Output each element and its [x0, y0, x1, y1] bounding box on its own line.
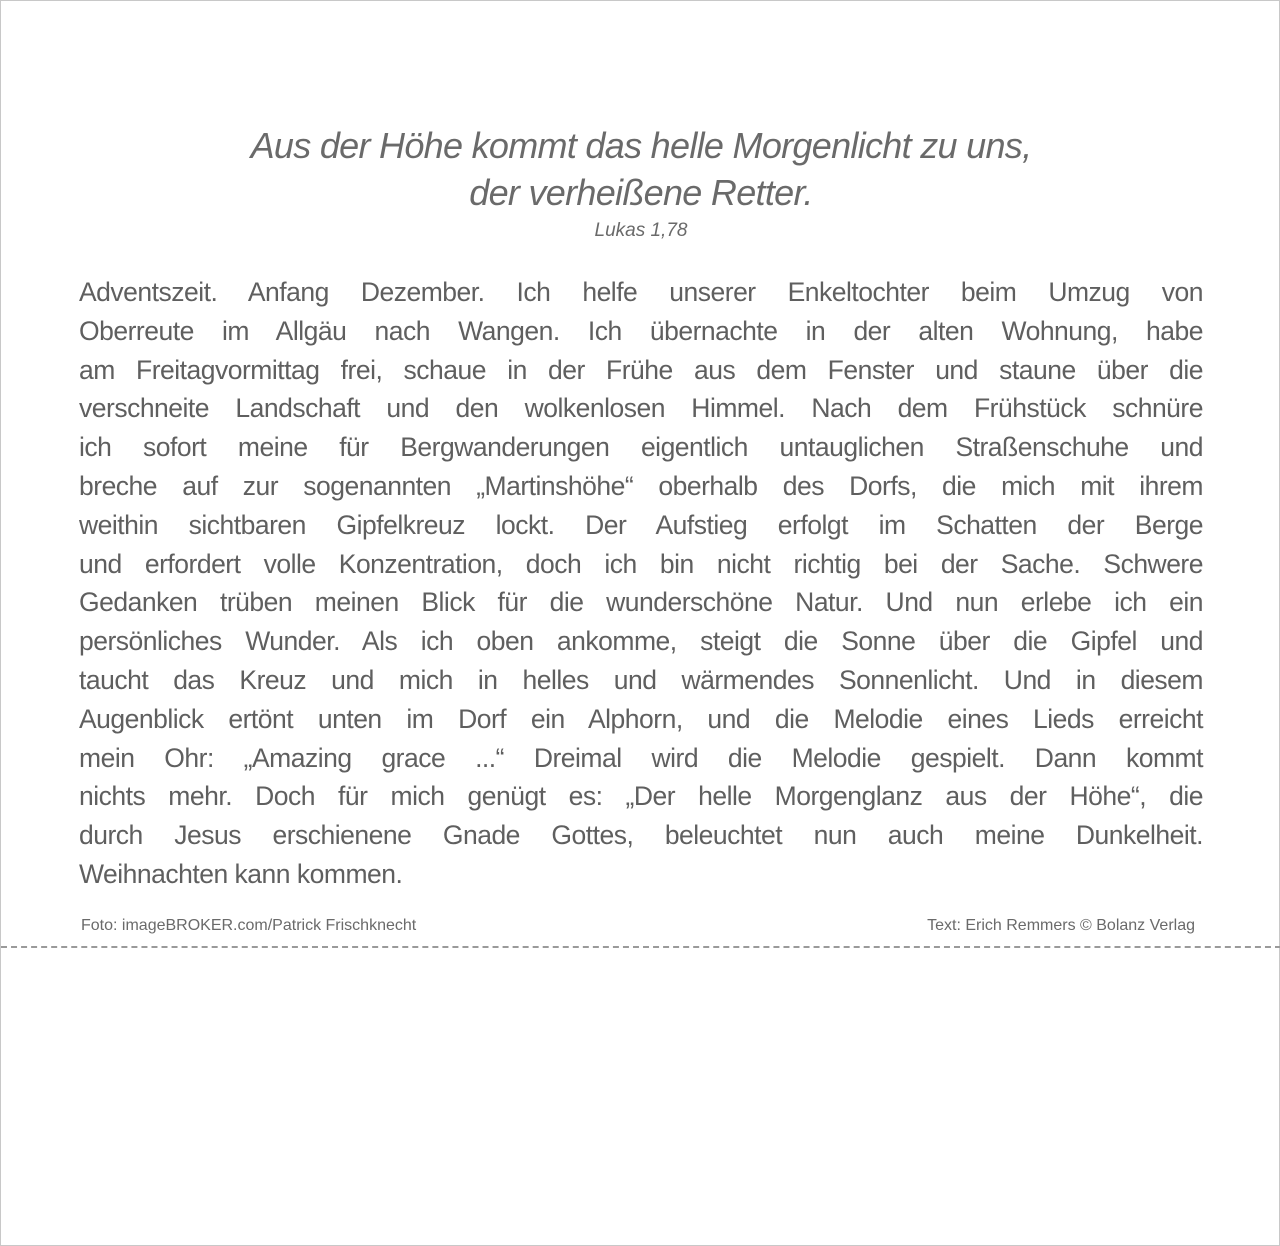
text-line: Gedanken trüben meinen Blick für die wunderschöne Natur. Und nun erlebe ich ein	[79, 587, 1203, 618]
devotional-text	[79, 273, 1203, 894]
text-line: verschneite Landschaft und den wolkenlosen Himmel. Nach dem Frühstück schnüre	[79, 393, 1203, 424]
photo-credit: Foto: imageBROKER.com/Patrick Frischknecht	[81, 917, 417, 934]
text-line: am Freitagvormittag frei, schaue in der Frühe aus dem Fenster und staune über die	[79, 354, 1203, 385]
text-line: und erfordert volle Konzentration, doch ich bin nicht richtig bei der Sache. Schwere	[79, 548, 1203, 579]
text-line: ich sofort meine für Bergwanderungen eigentlich untauglichen Straßenschuhe und	[79, 432, 1203, 463]
dashed-cut-line	[1, 946, 1280, 948]
text-line: Augenblick ertönt unten im Dorf ein Alphorn, und die Melodie eines Lieds erreicht	[79, 703, 1203, 734]
text-line: persönliches Wunder. Als ich oben ankomme, steigt die Sonne über die Gipfel und	[79, 626, 1203, 657]
bible-verse-line-1: Aus der Höhe kommt das helle Morgenlicht zu uns,	[250, 125, 1032, 166]
text-line: taucht das Kreuz und mich in helles und wärmendes Sonnenlicht. Und in diesem	[79, 664, 1203, 695]
text-line: Adventszeit. Anfang Dezember. Ich helfe unserer Enkeltochter beim Umzug von	[79, 277, 1203, 307]
text-line: nichts mehr. Doch für mich genügt es: „Der helle Morgenglanz aus der Höhe“, die	[79, 781, 1203, 812]
text-line: Oberreute im Allgäu nach Wangen. Ich übernachte in der alten Wohnung, habe	[79, 315, 1203, 346]
text-line: weithin sichtbaren Gipfelkreuz lockt. Der Aufstieg erfolgt im Schatten der Berge	[79, 509, 1203, 540]
verse-reference: Lukas 1,78	[594, 220, 688, 241]
text-line: mein Ohr: „Amazing grace ...“ Dreimal wird die Melodie gespielt. Dann kommt	[79, 742, 1203, 773]
text-credit: Text: Erich Remmers © Bolanz Verlag	[927, 917, 1195, 934]
text-line: durch Jesus erschienene Gnade Gottes, beleuchtet nun auch meine Dunkelheit.	[79, 820, 1203, 851]
text-line: breche auf zur sogenannten „Martinshöhe“ oberhalb des Dorfs, die mich mit ihrem	[79, 470, 1203, 501]
text-line-last: Weihnachten kann kommen.	[79, 858, 403, 889]
bible-verse-line-2: der verheißene Retter.	[469, 172, 813, 213]
